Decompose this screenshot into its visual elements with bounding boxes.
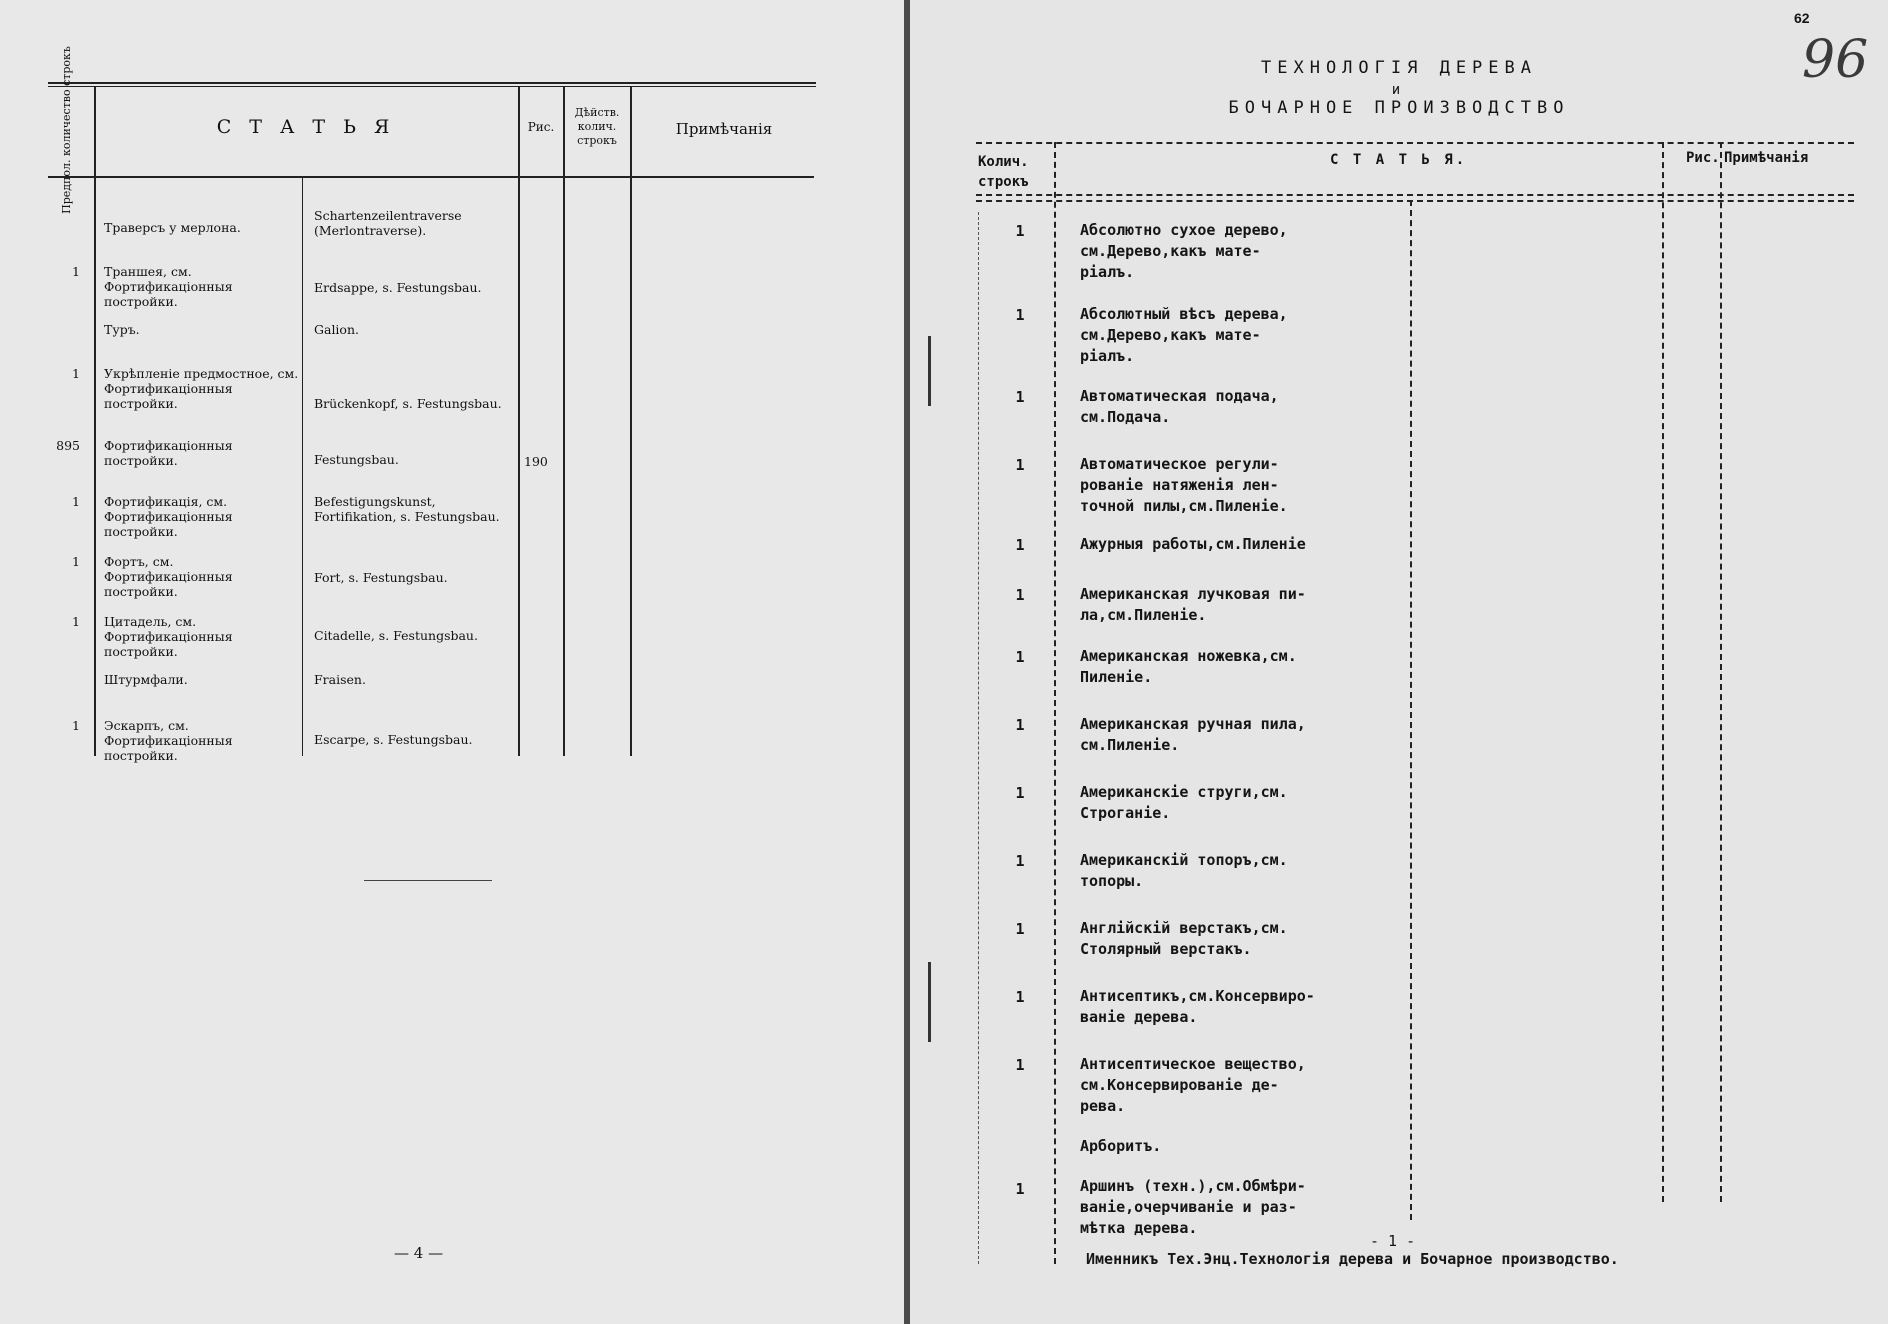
list-item: Англійскій верстакъ,см. Столярный верстакъ. (1080, 919, 1288, 958)
page-title: ТЕХНОЛОГІЯ ДЕРЕВА (1261, 58, 1537, 78)
header-bottom-rule (976, 194, 1854, 196)
header-notes: Примѣчанія (675, 120, 773, 138)
table-row-figure: 190 (524, 454, 548, 469)
table-row-ru: Фортификація, см. Фортификаціонныя постройки. (104, 494, 233, 539)
list-item: Автоматическое регули- рованіе натяженія лен- точной пилы,см.Пиленіе. (1080, 455, 1288, 515)
entry-count: 1 (1015, 716, 1025, 734)
list-item: Автоматическая подача, см.Подача. (1080, 387, 1279, 426)
entry-count: 1 (1015, 852, 1025, 870)
list-item: Ажурныя работы,см.Пиленіе (1080, 535, 1306, 553)
list-item: Арборитъ. (1080, 1137, 1162, 1155)
header-count: Предпол. количество строкъ (60, 46, 74, 214)
page-subtitle: БОЧАРНОЕ ПРОИЗВОДСТВО (1228, 98, 1570, 118)
table-row-de: Befestigungskunst, Fortifikation, s. Festungsbau. (314, 494, 500, 524)
handwritten-number: 96 (1802, 30, 1869, 90)
table-row-de: Festungsbau. (314, 452, 399, 467)
col-divider (630, 86, 632, 756)
list-item: Аршинъ (техн.),см.Обмѣри- ваніе,очерчиваніе и раз- мѣтка дерева. (1080, 1177, 1306, 1237)
col-divider (94, 86, 96, 756)
table-row-count: 1 (72, 554, 80, 569)
table-row-count: 1 (72, 366, 80, 381)
col-divider (978, 212, 979, 1264)
table-row-de: Citadelle, s. Festungsbau. (314, 628, 478, 643)
header-bottom-rule-2 (976, 200, 1854, 202)
table-row-ru: Туръ. (104, 322, 140, 337)
page-number: — 4 — (394, 1244, 444, 1262)
col-divider (302, 176, 303, 756)
entry-count: 1 (1015, 536, 1025, 554)
table-row-count: 895 (56, 438, 80, 453)
entry-count: 1 (1015, 920, 1025, 938)
table-row-de: Brückenkopf, s. Festungsbau. (314, 396, 502, 411)
table-row-ru: Укрѣпленіе предмостное, см. Фортификаціонныя постройки. (104, 366, 299, 411)
page-title-conj: и (1391, 82, 1407, 98)
col-divider (1410, 200, 1412, 1220)
right-page (910, 0, 1888, 1324)
table-row-count: 1 (72, 614, 80, 629)
table-row-de: Fort, s. Festungsbau. (314, 570, 448, 585)
table-row-ru: Траверсъ у мерлона. (104, 220, 241, 235)
list-item: Американская ножевка,см. Пиленіе. (1080, 647, 1297, 686)
table-row-de: Fraisen. (314, 672, 366, 687)
list-item: Антисептикъ,см.Консервиро- ваніе дерева. (1080, 987, 1315, 1026)
table-top-rule (48, 82, 816, 84)
page-footer: Именникъ Тех.Энц.Технологія дерева и Бочарное производство. (1086, 1250, 1619, 1268)
col-divider (1054, 142, 1056, 1264)
header-figure: Рис. (1686, 150, 1720, 166)
table-row-ru: Траншея, см. Фортификаціонныя постройки. (104, 264, 233, 309)
table-row-ru: Штурмфали. (104, 672, 188, 687)
list-item: Абсолютно сухое дерево, см.Дерево,какъ мате- ріалъ. (1080, 221, 1288, 281)
table-top-rule-2 (48, 86, 816, 87)
header-figure: Рис. (527, 120, 555, 134)
header-top-rule (976, 142, 1854, 144)
list-item: Американскіе струги,см. Строганіе. (1080, 783, 1288, 822)
entry-count: 1 (1015, 222, 1025, 240)
col-divider (518, 86, 520, 756)
table-row-de: Galion. (314, 322, 359, 337)
entry-count: 1 (1015, 784, 1025, 802)
table-row-count: 1 (72, 718, 80, 733)
header-article: С Т А Т Ь Я. (1330, 152, 1468, 168)
table-row-de: Erdsappe, s. Festungsbau. (314, 280, 482, 295)
table-row-count: 1 (72, 264, 80, 279)
entry-count: 1 (1015, 1056, 1025, 1074)
entry-count: 1 (1015, 388, 1025, 406)
header-actual: Дѣйств. колич. строкъ (574, 106, 620, 147)
entry-count: 1 (1015, 306, 1025, 324)
header-count: Колич. строкъ (978, 154, 1029, 190)
table-row-ru: Фортификаціонныя постройки. (104, 438, 233, 468)
list-item: Антисептическое вещество, см.Консервированіе де- рева. (1080, 1055, 1306, 1115)
entry-count: 1 (1015, 1180, 1025, 1198)
table-row-de: Schartenzeilentraverse (Merlontraverse). (314, 208, 462, 238)
list-item: Американская лучковая пи- ла,см.Пиленіе. (1080, 585, 1306, 624)
header-notes: Примѣчанія (1724, 150, 1809, 166)
binding-mark (928, 962, 931, 1042)
table-row-ru: Эскарпъ, см. Фортификаціонныя постройки. (104, 718, 233, 763)
list-item: Американская ручная пила, см.Пиленіе. (1080, 715, 1306, 754)
divider (364, 880, 492, 881)
header-article: С Т А Т Ь Я (216, 116, 396, 138)
page-number: 62 (1794, 10, 1810, 26)
col-divider (1662, 142, 1664, 1202)
col-divider (1720, 142, 1722, 1202)
table-row-de: Escarpe, s. Festungsbau. (314, 732, 473, 747)
list-item: Абсолютный вѣсъ дерева, см.Дерево,какъ мате- ріалъ. (1080, 305, 1288, 365)
table-row-ru: Фортъ, см. Фортификаціонныя постройки. (104, 554, 233, 599)
table-row-ru: Цитадель, см. Фортификаціонныя постройки. (104, 614, 233, 659)
entry-count: 1 (1015, 988, 1025, 1006)
binding-mark (928, 336, 931, 406)
entry-count: 1 (1015, 456, 1025, 474)
left-page (0, 0, 904, 1324)
footer-number: - 1 - (1370, 1232, 1416, 1250)
entry-count: 1 (1015, 586, 1025, 604)
header-bottom-rule (48, 176, 814, 178)
list-item: Американскій топоръ,см. топоры. (1080, 851, 1288, 890)
col-divider (563, 86, 565, 756)
entry-count: 1 (1015, 648, 1025, 666)
table-row-count: 1 (72, 494, 80, 509)
